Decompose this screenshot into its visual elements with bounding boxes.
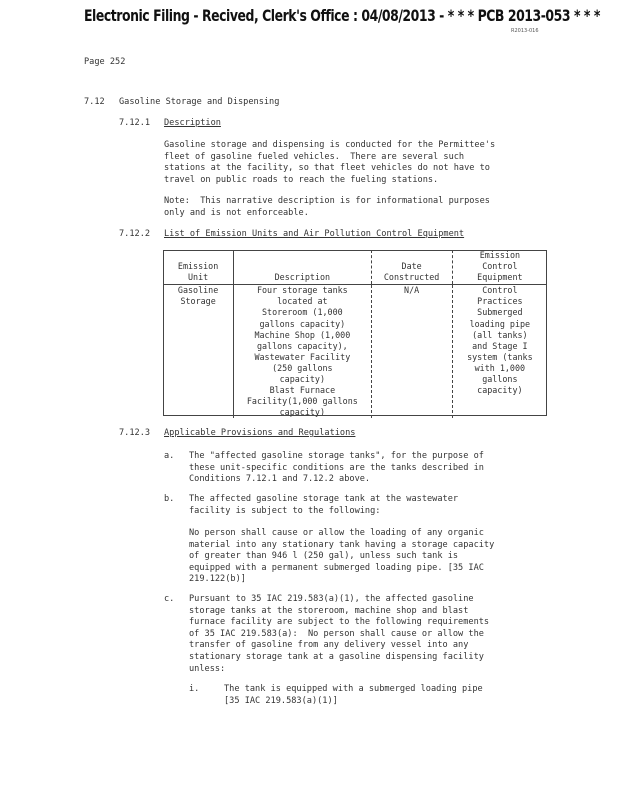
description-line: stations at the facility, so that fleet vehicles do not have to	[164, 163, 490, 174]
page-label: Page 252	[84, 57, 126, 67]
item-line: No person shall cause or allow the loading of any organic	[189, 528, 484, 538]
header-emission-unit: Emission Unit	[163, 250, 234, 285]
item-line: equipped with a permanent submerged loading pipe. [35 IAC	[189, 562, 484, 573]
header-date-constructed: Date Constructed	[371, 250, 452, 285]
header-control-equipment: Emission Control Equipment	[452, 250, 547, 285]
cell-description: Four storage tanks located at Storeroom (1,000 gallons capacity) Machine Shop (1,000 gallons capacity), Wastewater Facility (250 gallons capacity) Blast Furnace Facility(1,000 gallons capacity)	[234, 285, 371, 419]
filing-stamp: R2013-016	[511, 28, 539, 34]
description-line: Gasoline storage and dispensing is conducted for the Permittee's	[164, 140, 496, 150]
item-line: stationary storage tank at a gasoline dispensing facility	[189, 651, 484, 662]
description-line: fleet of gasoline fueled vehicles. There are several such	[164, 151, 465, 162]
header-description: Description	[234, 250, 371, 285]
subsection-title-description: Description	[164, 118, 221, 128]
item-line: storage tanks at the storeroom, machine shop and blast	[189, 605, 469, 616]
emission-units-table	[163, 250, 547, 418]
section-title: Gasoline Storage and Dispensing	[119, 97, 280, 107]
subsection-title-provisions: Applicable Provisions and Regulations	[164, 428, 356, 438]
filing-banner: Electronic Filing - Recived, Clerk's Office : 04/08/2013 - * * * PCB 2013-053 * * *	[84, 6, 600, 25]
item-line: Conditions 7.12.1 and 7.12.2 above.	[189, 474, 371, 485]
table-header-row	[163, 250, 547, 285]
cell-date: N/A	[371, 285, 452, 419]
item-line: [35 IAC 219.583(a)(1)]	[224, 695, 338, 706]
description-body	[164, 140, 495, 186]
note-line: only and is not enforceable.	[164, 207, 309, 218]
item-line: of 35 IAC 219.583(a): No person shall cause or allow the	[189, 628, 484, 639]
item-a-text	[189, 451, 484, 486]
table-row	[163, 285, 547, 419]
item-line: furnace facility are subject to the following requirements	[189, 617, 490, 628]
item-line: these unit-specific conditions are the tanks described in	[189, 462, 484, 473]
item-line: The "affected gasoline storage tanks", for the purpose of	[189, 451, 484, 461]
item-c-text	[189, 594, 489, 675]
item-b-text	[189, 494, 458, 517]
item-line: material into any stationary tank having a storage capacity	[189, 539, 495, 550]
item-line: The affected gasoline storage tank at the wastewater	[189, 494, 459, 504]
subsection-number-description: 7.12.1	[119, 118, 151, 128]
item-a-marker: a.	[164, 451, 175, 461]
subsection-number-list: 7.12.2	[119, 229, 151, 239]
subitem-i-marker: i.	[189, 684, 200, 694]
item-b-regulation	[189, 528, 494, 586]
item-line: transfer of gasoline from any delivery vessel into any	[189, 640, 469, 651]
note-line: Note: This narrative description is for informational purposes	[164, 196, 490, 206]
subsection-title-list: List of Emission Units and Air Pollution Control Equipment	[164, 229, 465, 239]
item-line: of greater than 946 l (250 gal), unless such tank is	[189, 551, 459, 562]
cell-unit: Gasoline Storage	[163, 285, 234, 419]
description-line: travel on public roads to reach the fueling stations.	[164, 174, 439, 185]
item-line: The tank is equipped with a submerged loading pipe	[224, 684, 483, 694]
item-line: Pursuant to 35 IAC 219.583(a)(1), the affected gasoline	[189, 594, 474, 604]
cell-control: Control Practices Submerged loading pipe (all tanks) and Stage I system (tanks with 1,000 gallons capacity)	[467, 285, 533, 396]
description-note	[164, 196, 490, 219]
subsection-number-provisions: 7.12.3	[119, 428, 151, 438]
subitem-i-text	[224, 684, 483, 707]
item-b-marker: b.	[164, 494, 175, 504]
item-line: facility is subject to the following:	[189, 505, 381, 516]
section-number: 7.12	[84, 97, 105, 107]
item-c-marker: c.	[164, 594, 175, 604]
item-line: unless:	[189, 663, 226, 674]
item-line: 219.122(b)]	[189, 574, 246, 585]
